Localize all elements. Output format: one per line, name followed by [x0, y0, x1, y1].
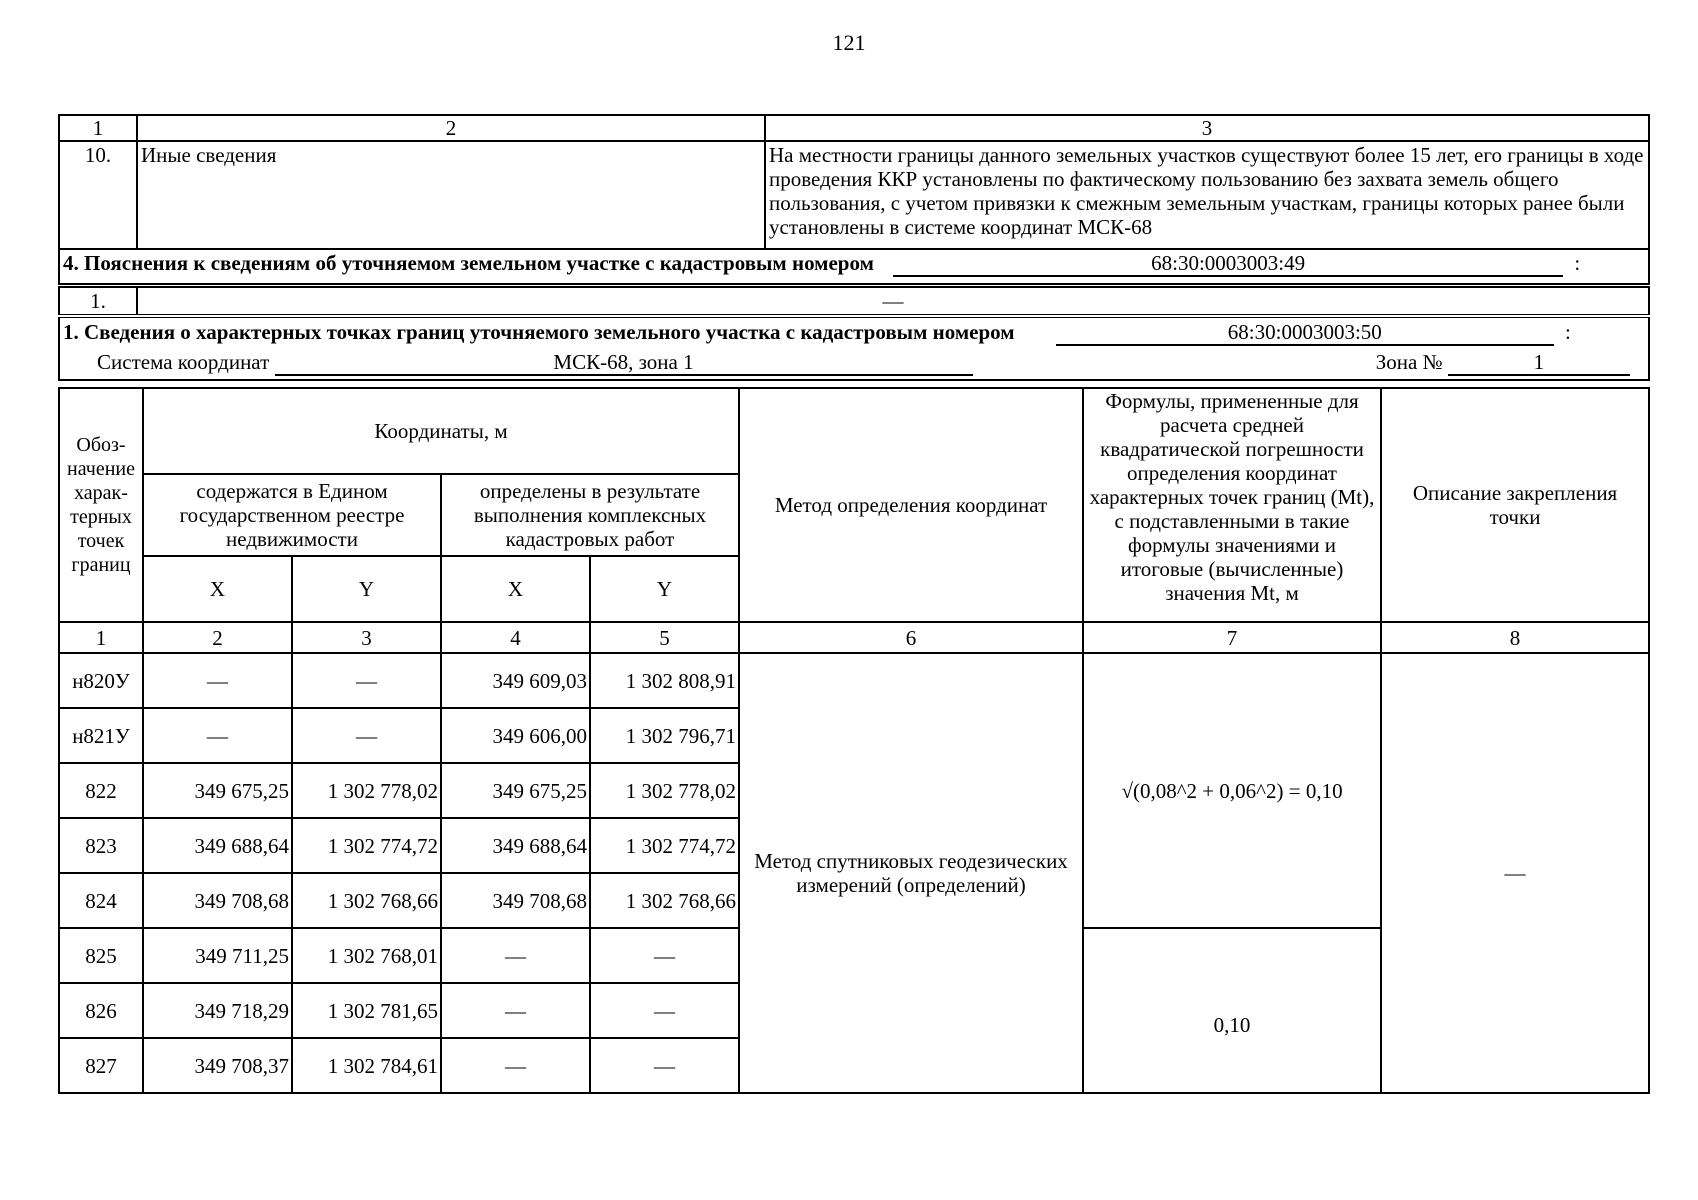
egrn-y: —: [292, 708, 441, 763]
zone-label: Зона №: [1375, 350, 1443, 374]
coord-system-value: МСК-68, зона 1: [275, 350, 973, 376]
page-number: 121: [832, 30, 866, 55]
row-number: 10.: [59, 141, 137, 249]
kkr-y: —: [590, 928, 739, 983]
point-id: 824: [59, 873, 143, 928]
coordinates-header: Координаты, м: [143, 388, 739, 474]
column-number-row: [59, 115, 1649, 141]
coord-system-label: Система координат: [97, 350, 270, 374]
egrn-y: 1 302 781,65: [292, 983, 441, 1038]
point-id: 825: [59, 928, 143, 983]
kkr-y: 1 302 774,72: [590, 818, 739, 873]
kkr-x: 349 688,64: [441, 818, 590, 873]
egrn-x: 349 675,25: [143, 763, 292, 818]
kkr-y: 1 302 808,91: [590, 653, 739, 708]
point-id: 826: [59, 983, 143, 1038]
kkr-x: 349 708,68: [441, 873, 590, 928]
kkr-header: определены в результате выполнения комплексных кадастровых работ: [441, 474, 739, 556]
egrn-y: 1 302 768,01: [292, 928, 441, 983]
section4-item-value: —: [137, 286, 1649, 317]
egrn-x: —: [143, 708, 292, 763]
section1-cadastral-number: 68:30:0003003:50: [1056, 320, 1554, 346]
other-info-row: [59, 141, 1649, 249]
y-header: Y: [590, 556, 739, 622]
section1-header: [59, 316, 1649, 380]
method-value: Метод спутниковых геодезических измерений (определений): [739, 653, 1083, 1093]
column-number-row: [59, 622, 1649, 653]
section1-colon: :: [1565, 320, 1571, 344]
point-id: н820У: [59, 653, 143, 708]
egrn-x: 349 688,64: [143, 818, 292, 873]
col-number: 3: [292, 622, 441, 653]
col-number: 1: [59, 115, 137, 141]
egrn-y: 1 302 774,72: [292, 818, 441, 873]
point-id: н821У: [59, 708, 143, 763]
other-info-text: На местности границы данного земельных участков существуют более 15 лет, его границы в ходе проведения ККР установлены по фактическому пользованию без захвата земель общего пользования, с учетом привязки к смежным земельным участкам, границы которых ранее были установлены в системе координат МСК-68: [765, 141, 1649, 249]
y-header: Y: [292, 556, 441, 622]
kkr-x: —: [441, 983, 590, 1038]
x-header: X: [441, 556, 590, 622]
col-number: 2: [143, 622, 292, 653]
col-number: 4: [441, 622, 590, 653]
kkr-x: —: [441, 1038, 590, 1093]
egrn-header: содержатся в Едином государственном реестре недвижимости: [143, 474, 441, 556]
kkr-x: 349 675,25: [441, 763, 590, 818]
x-header: X: [143, 556, 292, 622]
coordinates-table: [58, 387, 1650, 1094]
egrn-y: 1 302 778,02: [292, 763, 441, 818]
kkr-y: —: [590, 983, 739, 1038]
kkr-x: 349 606,00: [441, 708, 590, 763]
kkr-y: —: [590, 1038, 739, 1093]
info-table: [58, 114, 1650, 381]
section4-colon: :: [1574, 251, 1581, 275]
formula-value: √(0,08^2 + 0,06^2) = 0,10: [1083, 653, 1381, 928]
kkr-x: 349 609,03: [441, 653, 590, 708]
kkr-y: 1 302 778,02: [590, 763, 739, 818]
point-id: 827: [59, 1038, 143, 1093]
point-id: 823: [59, 818, 143, 873]
description-header: Описание закрепления точки: [1381, 388, 1649, 622]
header-row-1: [59, 388, 1649, 474]
col-number: 3: [765, 115, 1649, 141]
formulas-header: Формулы, примененные для расчета средней квадратической погрешности определения координат характерных точек границ (Mt), с подставленными в такие формулы значениями и итоговые (вычисленные) значения Mt, м: [1083, 388, 1381, 622]
row-number: 1.: [59, 286, 137, 317]
col-number: 8: [1381, 622, 1649, 653]
method-header: Метод определения координат: [739, 388, 1083, 622]
kkr-x: —: [441, 928, 590, 983]
egrn-x: 349 708,37: [143, 1038, 292, 1093]
section1-header-row: [59, 316, 1649, 380]
zone-value: 1: [1448, 350, 1630, 376]
egrn-y: —: [292, 653, 441, 708]
kkr-y: 1 302 796,71: [590, 708, 739, 763]
egrn-x: 349 718,29: [143, 983, 292, 1038]
section4-cadastral-number: 68:30:0003003:49: [893, 251, 1563, 277]
egrn-x: 349 708,68: [143, 873, 292, 928]
row-label: Иные сведения: [137, 141, 765, 249]
kkr-y: 1 302 768,66: [590, 873, 739, 928]
section4-title: 4. Пояснения к сведениям об уточняемом земельном участке с кадастровым номером: [63, 251, 874, 275]
point-designation-header: Обоз-начение харак-терных точек границ: [59, 388, 143, 622]
egrn-y: 1 302 784,61: [292, 1038, 441, 1093]
mt-value: 0,10: [1083, 928, 1381, 1093]
col-number: 1: [59, 622, 143, 653]
col-number: 6: [739, 622, 1083, 653]
egrn-x: —: [143, 653, 292, 708]
section4-item-row: [59, 286, 1649, 317]
table-row: [59, 653, 1649, 708]
egrn-y: 1 302 768,66: [292, 873, 441, 928]
col-number: 5: [590, 622, 739, 653]
section4-header-row: [59, 249, 1649, 286]
section1-title: 1. Сведения о характерных точках границ уточняемого земельного участка с кадастровым номером: [63, 320, 1015, 344]
col-number: 7: [1083, 622, 1381, 653]
description-value: —: [1381, 653, 1649, 1093]
egrn-x: 349 711,25: [143, 928, 292, 983]
section4-header: [59, 249, 1649, 286]
col-number: 2: [137, 115, 765, 141]
point-id: 822: [59, 763, 143, 818]
